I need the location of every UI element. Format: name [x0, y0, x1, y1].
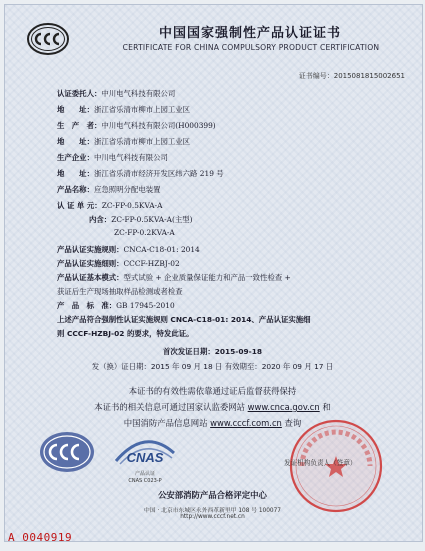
cnas-caption: 产品认证 CNAS C023-P	[128, 471, 162, 484]
certificate-title: 中国国家强制性产品认证证书	[158, 26, 341, 41]
cnca-website-link[interactable]: www.cnca.gov.cn	[247, 402, 320, 412]
certification-mode-row-2: 获证后生产现场抽取样品检测或者检查	[57, 287, 183, 296]
certificate-title-en: CERTIFICATE FOR CHINA COMPULSORY PRODUCT CERTIFICATION	[122, 43, 380, 52]
reissue-and-expiry-date: 发（换）证日期：2015 年 09 月 18 日 有效期至：2020 年 09 月 17 日	[91, 362, 334, 371]
first-issue-date: 首次发证日期：2015-09-18	[162, 347, 262, 356]
certification-unit-row: 认 证 单 元：ZC-FP-0.5KVA-A	[57, 201, 163, 210]
manufacturer-row: 生 产 者：中川电气科技有限公司(H000399)	[57, 121, 216, 130]
applicant-row: 认证委托人：中川电气科技有限公司	[57, 89, 176, 98]
query-notice-cnca: 本证书的相关信息可通过国家认监委网站 www.cnca.gov.cn 和	[94, 402, 331, 412]
product-name-row: 产品名称：应急照明分配电装置	[57, 185, 161, 194]
applicant-address-row: 地 址：浙江省乐清市柳市上园工业区	[57, 105, 191, 114]
serial-number: A 0040919	[8, 531, 73, 544]
issuer-website: http://www.cccf.net.cn	[180, 514, 245, 520]
manufacturer-address-row: 地 址：浙江省乐清市柳市上园工业区	[57, 137, 191, 146]
query-notice-cccf: 中国消防产品信息网站 www.cccf.com.cn 查询	[123, 418, 302, 428]
cccf-website-link[interactable]: www.cccf.com.cn	[210, 418, 282, 428]
detail-rule-row: 产品认证实施细则：CCCF-HZBJ-02	[57, 259, 180, 268]
conformity-statement: 上述产品符合强制性认证实施规则 CNCA-C18-01: 2014、产品认证实施细 则 CCCF-HZBJ-02 的要求，特发此证。	[57, 315, 311, 338]
ccc-logo-icon	[26, 22, 70, 56]
includes-row: 内含：ZC-FP-0.5KVA-A(主型)	[89, 215, 193, 224]
cnas-logo-icon	[112, 433, 178, 469]
validity-notice: 本证书的有效性需依靠通过证后监督获得保持	[128, 386, 297, 396]
certification-mode-row: 产品认证基本模式：型式试验 + 企业质量保证能力和产品一致性检查 +	[57, 273, 291, 282]
cnas-mark: CNAS	[126, 450, 164, 465]
implementation-rule-row: 产品认证实施规则：CNCA-C18-01: 2014	[57, 245, 200, 254]
includes-row-2: ZC-FP-0.2KVA-A	[114, 228, 175, 237]
issuer-address: 中国 · 北京市东城区永外西革新里甲 108 号 100077 http://www.cccf.net.cn	[144, 508, 281, 520]
product-standard-row: 产 品 标 准：GB 17945-2010	[57, 301, 175, 310]
factory-row: 生产企业：中川电气科技有限公司	[57, 153, 168, 162]
certificate-number: 证书编号：2015081815002651	[298, 72, 405, 80]
factory-address-row: 地 址：浙江省乐清市经济开发区纬六路 219 号	[57, 169, 224, 178]
issuing-authority: 公安部消防产品合格评定中心	[158, 490, 267, 500]
seal-signature-caption: 发证机构负责人（签章）	[284, 459, 357, 467]
cccf-logo-icon	[38, 430, 96, 474]
